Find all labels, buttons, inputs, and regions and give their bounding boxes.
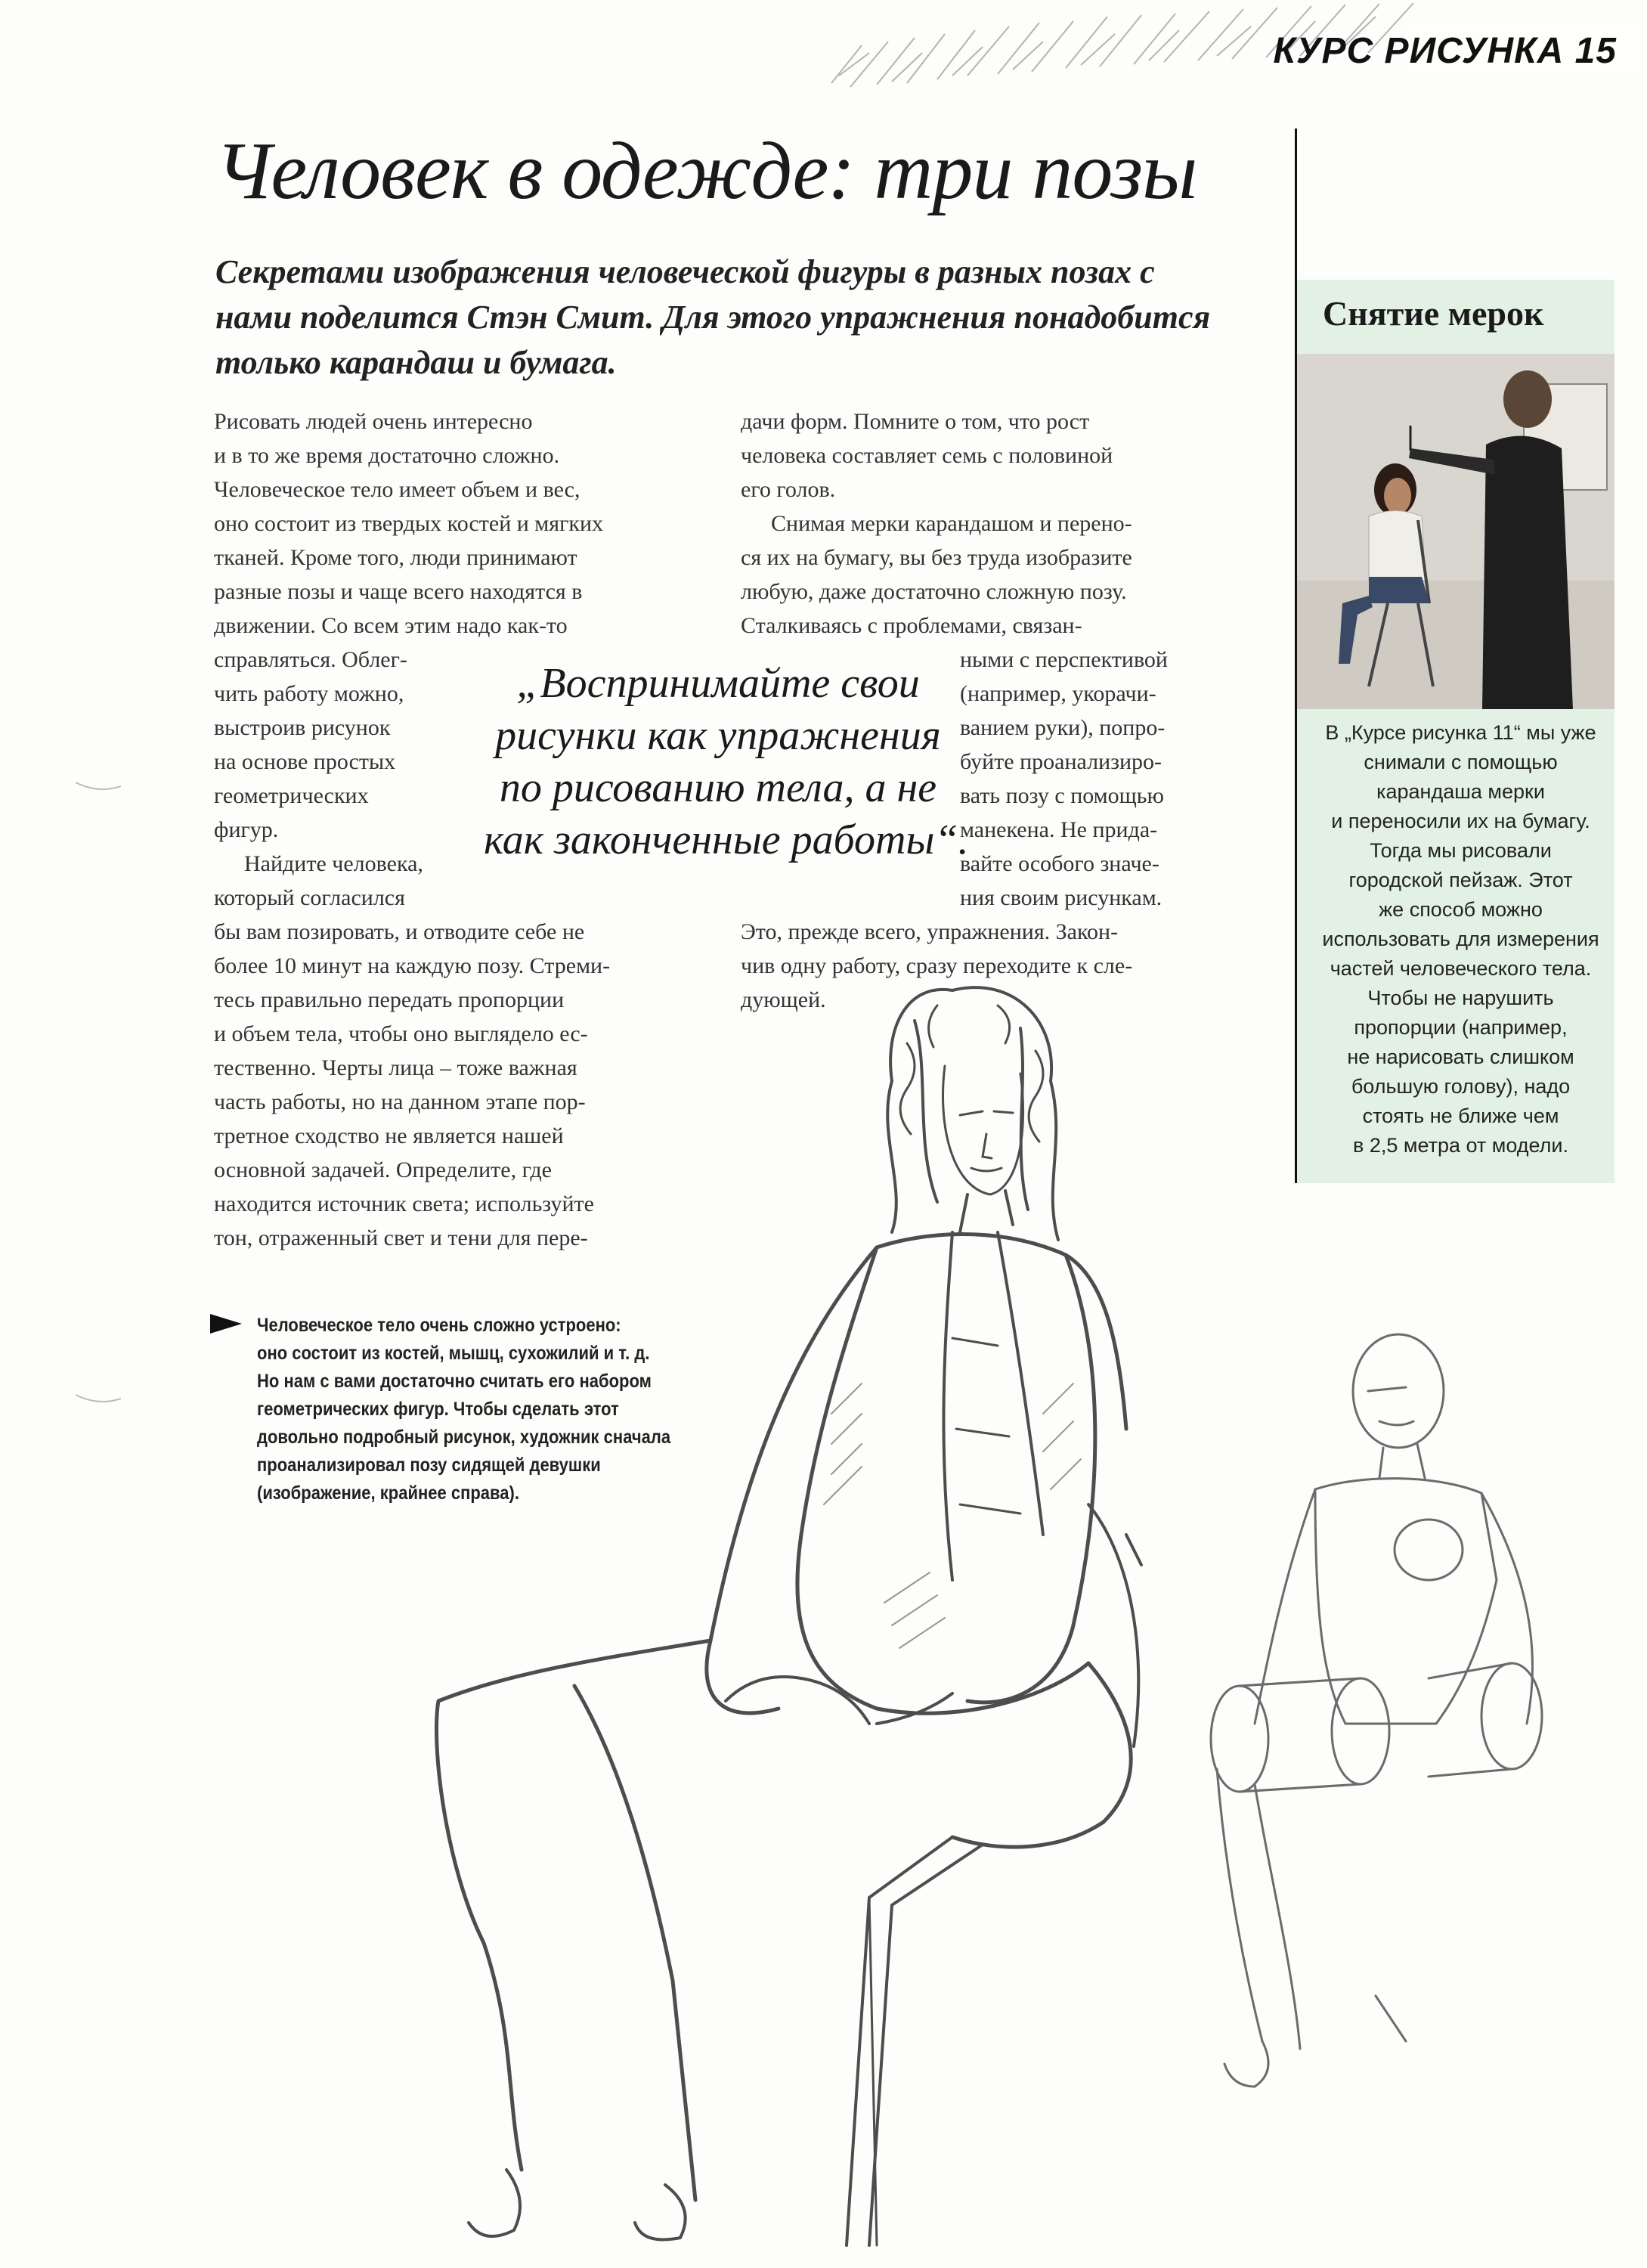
seated-woman-sketch: [423, 960, 1224, 2260]
body-text-line: любую, даже достаточно сложную позу.: [741, 579, 1127, 604]
body-text-line: вайте особого значе-: [960, 851, 1159, 876]
body-text-line: манекена. Не прида-: [960, 817, 1158, 842]
body-text-line: ванием руки), попро-: [960, 715, 1166, 740]
body-text-line: буйте проанализиро-: [960, 749, 1162, 774]
sidebar-caption-line: снимали с помощью: [1364, 751, 1558, 773]
sidebar-caption: [1311, 718, 1610, 1160]
figure-caption-line: довольно подробный рисунок, художник сначала: [257, 1427, 671, 1448]
body-text-line: (например, укорачи-: [960, 681, 1156, 706]
body-text-line: Найдите человека,: [244, 851, 423, 876]
sidebar-caption-line: и переносили их на бумагу.: [1331, 810, 1590, 832]
pull-quote-line: по рисованию тела, а не: [499, 764, 937, 811]
pull-quote-line: как законченные работы“.: [484, 816, 969, 863]
body-text-line: вать позу с помощью: [960, 783, 1164, 808]
body-text-line: Снимая мерки карандашом и перено-: [771, 511, 1132, 536]
body-text-line: дачи форм. Помните о том, что рост: [741, 409, 1090, 434]
figure-caption-line: оно состоит из костей, мышц, сухожилий и т. д.: [257, 1343, 650, 1364]
body-text-line: тесь правильно передать пропорции: [214, 987, 565, 1012]
body-text-line: чить работу можно,: [214, 681, 404, 706]
body-text-line: и в то же время достаточно сложно.: [214, 443, 560, 468]
sidebar-caption-line: В „Курсе рисунка 11“ мы уже: [1325, 721, 1596, 744]
sidebar-caption-line: большую голову), надо: [1351, 1075, 1571, 1098]
series-title: КУРС РИСУНКА 15: [1273, 31, 1617, 71]
geometric-construction-sketch: [1209, 1331, 1633, 2117]
body-text-line: чив одну работу, сразу переходите к сле-: [741, 953, 1133, 978]
body-text-line: ными с перспективой: [960, 647, 1168, 672]
sidebar-caption-line: карандаша мерки: [1376, 780, 1545, 803]
page-title: Человек в одежде: три позы: [215, 126, 1197, 216]
body-text-line: разные позы и чаще всего находятся в: [214, 579, 583, 604]
body-text-line: тканей. Кроме того, люди принимают: [214, 545, 577, 570]
body-text-line: фигур.: [214, 817, 279, 842]
figure-caption-line: Но нам с вами достаточно считать его набором: [257, 1371, 652, 1392]
figure-caption-line: (изображение, крайнее справа).: [257, 1483, 519, 1504]
body-text-line: оно состоит из твердых костей и мягких: [214, 511, 604, 536]
body-text-line: третное сходство не является нашей: [214, 1123, 564, 1148]
body-text-line: который согласился: [214, 885, 405, 910]
body-text-line: и объем тела, чтобы оно выглядело ес-: [214, 1021, 588, 1046]
body-text-line: тественно. Черты лица – тоже важная: [214, 1055, 577, 1080]
sidebar-caption-line: городской пейзаж. Этот: [1348, 869, 1573, 891]
body-text-line: бы вам позировать, и отводите себе не: [214, 919, 585, 944]
body-text-line: его голов.: [741, 477, 836, 502]
body-text-line: геометрических: [214, 783, 369, 808]
measuring-photo: [1297, 354, 1614, 709]
body-text-line: Рисовать людей очень интересно: [214, 409, 533, 434]
sidebar-caption-line: Чтобы не нарушить: [1367, 987, 1554, 1009]
body-text-line: человека составляет семь с половиной: [741, 443, 1113, 468]
sidebar-caption-line: в 2,5 метра от модели.: [1353, 1134, 1568, 1157]
body-text-line: дующей.: [741, 987, 826, 1012]
body-text-line: Это, прежде всего, упражнения. Закон-: [741, 919, 1119, 944]
pull-quote: [484, 658, 969, 866]
scan-mark: [76, 1391, 121, 1406]
pull-quote-line: „Воспринимайте свои: [516, 660, 920, 707]
lead-paragraph: Секретами изображения человеческой фигуры в разных позах с нами поделится Стэн Смит. Для этого упражнения понадобится только карандаш и бумага.: [215, 253, 1211, 381]
body-text-line: на основе простых: [214, 749, 396, 774]
figure-caption-line: Человеческое тело очень сложно устроено:: [257, 1315, 621, 1336]
sidebar-caption-line: стоять не ближе чем: [1362, 1105, 1559, 1127]
body-text-line: Человеческое тело имеет объем и вес,: [214, 477, 580, 502]
body-text-line: тон, отраженный свет и тени для пере-: [214, 1225, 588, 1250]
sidebar-caption-line: же способ можно: [1379, 898, 1543, 921]
scan-mark: [76, 779, 121, 794]
body-text-line: находится источник света; используйте: [214, 1191, 594, 1216]
body-text-line: движении. Со всем этим надо как-то: [214, 613, 568, 638]
sidebar-caption-line: использовать для измерения: [1322, 928, 1599, 950]
body-text-line: ся их на бумагу, вы без труда изобразите: [741, 545, 1132, 570]
sidebar-caption-line: частей человеческого тела.: [1330, 957, 1592, 980]
sidebar-caption-line: пропорции (например,: [1354, 1016, 1568, 1039]
body-text-line: ния своим рисункам.: [960, 885, 1162, 910]
pull-quote-line: рисунки как упражнения: [495, 712, 941, 759]
body-text-line: часть работы, но на данном этапе пор-: [214, 1089, 586, 1114]
sidebar-title: Снятие мерок: [1323, 294, 1544, 333]
sidebar-caption-line: Тогда мы рисовали: [1370, 839, 1552, 862]
sidebar-caption-line: не нарисовать слишком: [1347, 1046, 1574, 1068]
body-text-line: основной задачей. Определите, где: [214, 1157, 552, 1182]
body-text-line: справляться. Облег-: [214, 647, 407, 672]
body-text-line: Сталкиваясь с проблемами, связан-: [741, 613, 1082, 638]
caption-arrow-icon: [210, 1314, 242, 1334]
figure-caption-line: геометрических фигур. Чтобы сделать этот: [257, 1399, 619, 1420]
figure-caption-line: проанализировал позу сидящей девушки: [257, 1455, 601, 1476]
body-text-line: выстроив рисунок: [214, 715, 391, 740]
body-text-line: более 10 минут на каждую позу. Стреми-: [214, 953, 611, 978]
